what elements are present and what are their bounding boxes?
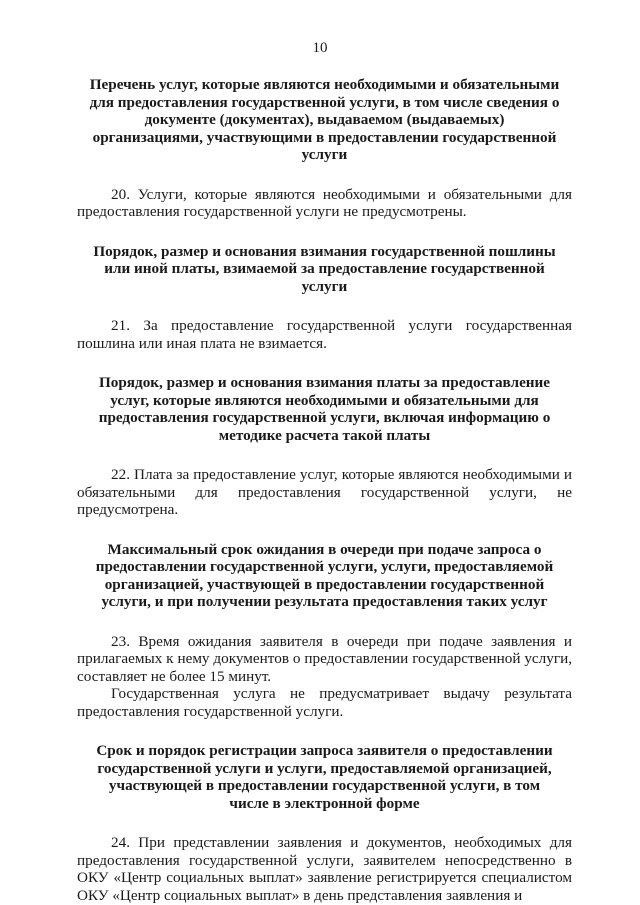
section-heading: Максимальный срок ожидания в очереди при подаче запроса о предоставлении государственной услуги, услуги, предоставляемой организацией, участвующей в предоставлении государственной услуги, и при получении результата предоставления таких услуг bbox=[95, 540, 554, 610]
paragraph-20: 20. Услуги, которые являются необходимыми и обязательными для предоставления государственной услуги не предусмотрены. bbox=[77, 185, 572, 220]
section-queue-waiting-time bbox=[77, 541, 572, 721]
section-heading: Срок и порядок регистрации запроса заявителя о предоставлении государственной услуги и услуги, предоставляемой организацией, участвующей в предоставлении государственной услуги, в том числе в электронной форме bbox=[96, 742, 553, 812]
section-required-services bbox=[77, 76, 572, 221]
section-fee-for-required-services bbox=[77, 374, 572, 519]
section-state-fee bbox=[77, 243, 572, 353]
section-heading: Порядок, размер и основания взимания государственной пошлины или иной платы, взимаемой за предоставление государственной услуги bbox=[93, 242, 556, 295]
paragraph-23: 23. Время ожидания заявителя в очереди при подаче заявления и прилагаемых к нему документов о предоставлении государственной услуги, составляет не более 15 минут. bbox=[77, 632, 572, 685]
paragraph-24: 24. При представлении заявления и документов, необходимых для предоставления государственной услуги, заявителем непосредственно в ОКУ «Центр социальных выплат» заявление регистрируется специалистом ОКУ «Центр социальных выплат» в день представления заявления и bbox=[77, 834, 572, 904]
section-heading: Порядок, размер и основания взимания платы за предоставление услуг, которые являются необходимыми и обязательными для предоставления государственной услуги, включая информацию о методике расчета такой платы bbox=[98, 374, 551, 444]
page-content bbox=[77, 76, 572, 904]
section-heading: Перечень услуг, которые являются необходимыми и обязательными для предоставления государственной услуги, в том числе сведения о документе (документах), выдаваемом (выдаваемых) организациями, участвующими в предоставлении государственной услуги bbox=[89, 76, 560, 163]
paragraph-23-continued: Государственная услуга не предусматривает выдачу результата предоставления государственной услуги. bbox=[77, 685, 572, 720]
paragraph-22: 22. Плата за предоставление услуг, которые являются необходимыми и обязательными для предоставления государственной услуги, не предусмотрена. bbox=[77, 466, 572, 518]
paragraph-21: 21. За предоставление государственной услуги государственная пошлина или иная плата не взимается. bbox=[77, 317, 572, 352]
section-request-registration bbox=[77, 742, 572, 904]
page-number: 10 bbox=[312, 40, 328, 56]
